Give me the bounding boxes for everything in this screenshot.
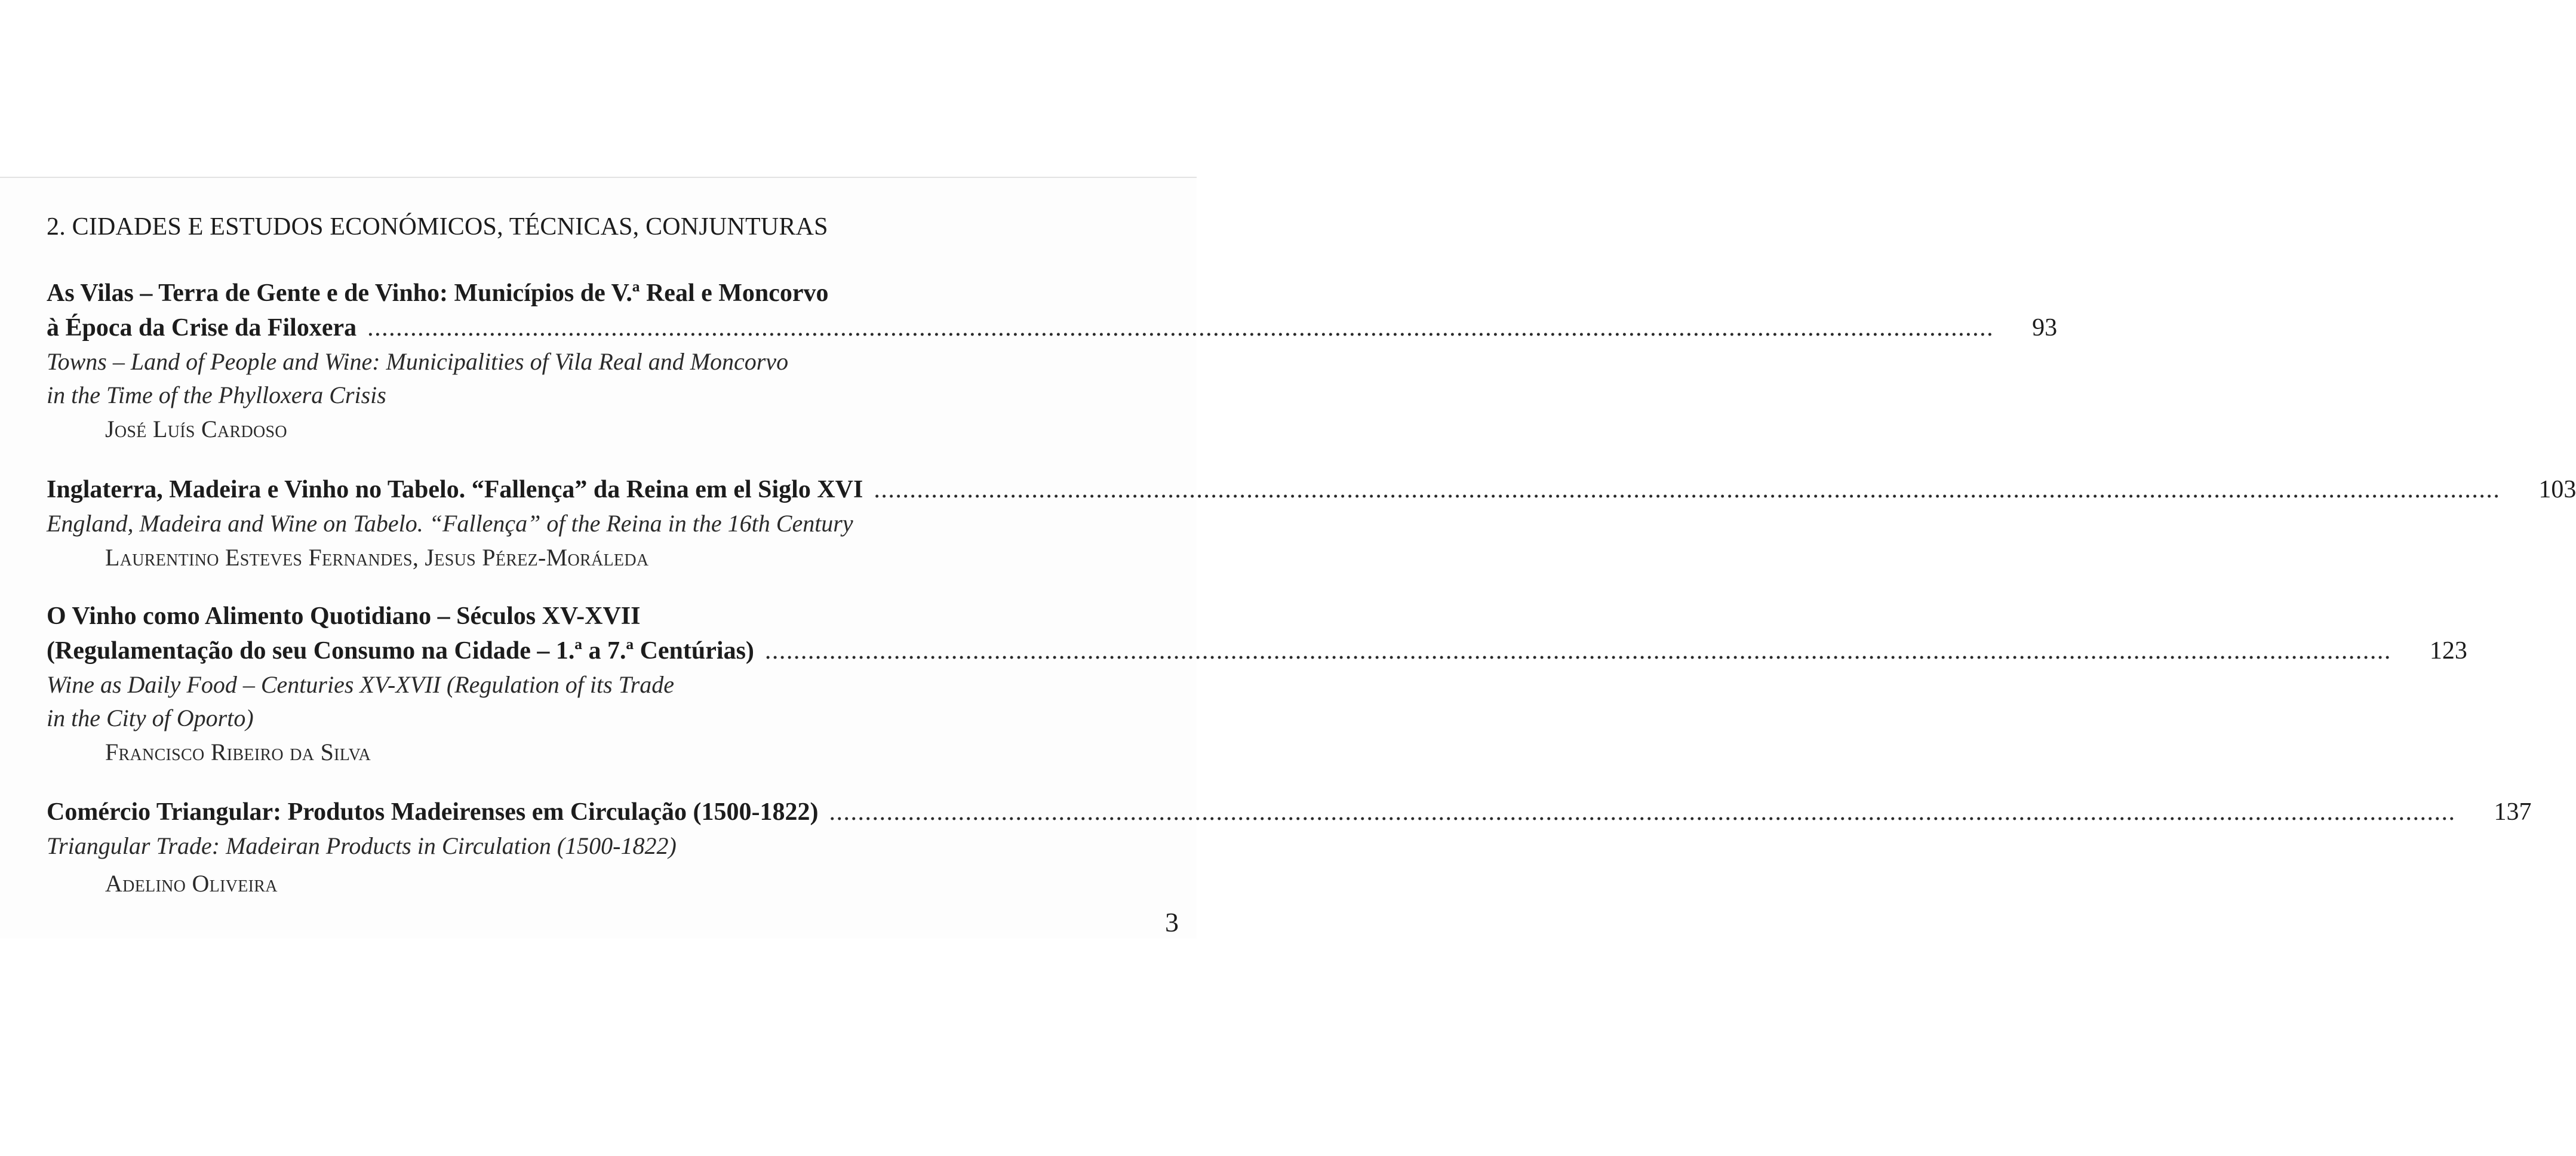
entry-title: Comércio Triangular: Produtos Madeirenses em Circulação (1500-1822): [47, 798, 819, 826]
dot-leader: ...................................................................................................................................................................................................................................: [874, 476, 2501, 503]
toc-entry: [47, 276, 2058, 447]
toc-entry: [47, 599, 2467, 770]
entry-title-row: [47, 634, 2467, 668]
entry-title-row: [47, 472, 2576, 507]
entry-page-number: 93: [2032, 314, 2058, 342]
entry-translation: Towns – Land of People and Wine: Municipalities of Vila Real and Moncorvo: [47, 348, 789, 375]
entry-translation: Triangular Trade: Madeiran Products in Circulation (1500-1822): [47, 832, 677, 859]
top-margin: [0, 0, 1197, 178]
entry-page-number: 137: [2494, 798, 2532, 826]
dot-leader: ...................................................................................................................................................................................................................................: [764, 637, 2391, 665]
dot-leader: ...................................................................................................................................................................................................................................: [367, 314, 1994, 342]
entry-author: José Luís Cardoso: [105, 416, 287, 442]
entry-translation: in the City of Oporto): [47, 705, 254, 731]
entry-page-number: 123: [2429, 637, 2467, 665]
entry-author: Laurentino Esteves Fernandes, Jesus Pérez-Moráleda: [105, 544, 649, 571]
entry-title-row: [47, 310, 2058, 345]
entry-title: O Vinho como Alimento Quotidiano – Séculos XV-XVII: [47, 602, 641, 630]
entry-page-number: 103: [2538, 476, 2576, 503]
entry-title: Inglaterra, Madeira e Vinho no Tabelo. “Fallença” da Reina em el Siglo XVI: [47, 476, 863, 503]
page-folio-number: 3: [1165, 907, 1179, 937]
dot-leader: ...................................................................................................................................................................................................................................: [829, 798, 2456, 826]
entry-title: As Vilas – Terra de Gente e de Vinho: Municípios de V.ª Real e Moncorvo: [47, 279, 829, 307]
entry-translation: England, Madeira and Wine on Tabelo. “Fallença” of the Reina in the 16th Century: [47, 510, 853, 537]
entry-title-row: [47, 795, 2532, 829]
entry-translation: in the Time of the Phylloxera Crisis: [47, 382, 386, 408]
section-heading: 2. CIDADES E ESTUDOS ECONÓMICOS, TÉCNICAS, CONJUNTURAS: [47, 213, 828, 241]
entry-author: Adelino Oliveira: [105, 870, 278, 897]
bottom-margin: [0, 939, 1197, 1156]
toc-entry: [47, 472, 2576, 575]
entry-title: à Época da Crise da Filoxera: [47, 314, 357, 342]
entry-title: (Regulamentação do seu Consumo na Cidade – 1.ª a 7.ª Centúrias): [47, 637, 754, 665]
entry-author: Francisco Ribeiro da Silva: [105, 739, 371, 765]
toc-entry: [47, 795, 2532, 901]
entry-translation: Wine as Daily Food – Centuries XV-XVII (Regulation of its Trade: [47, 671, 674, 698]
